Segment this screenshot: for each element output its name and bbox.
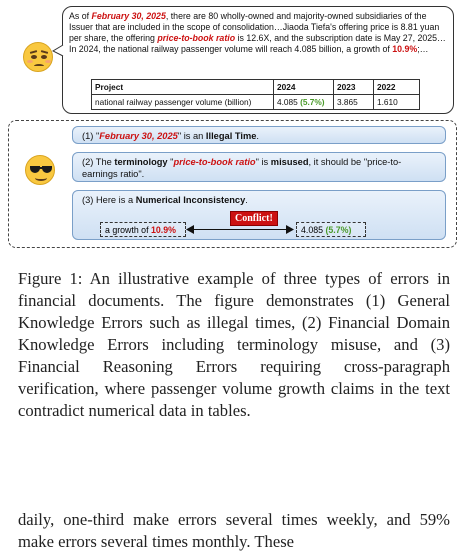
growth-claim: 10.9% — [392, 44, 418, 54]
numerical-inconsistency-bubble: (3) Here is a Numerical Inconsistency. — [72, 190, 446, 240]
table-cell: 1.610 — [374, 95, 420, 110]
sunglasses-face-icon — [25, 155, 55, 185]
text-growth-box: a growth of 10.9% — [100, 222, 186, 237]
conflict-label: Conflict! — [230, 211, 278, 226]
conflict-arrow — [190, 229, 290, 230]
misused-term: price-to-book ratio — [157, 33, 236, 43]
body-paragraph: daily, one-third make errors several times weekly, and 59% make errors several times monthly. These — [18, 510, 450, 551]
table-cell: national railway passenger volume (billion) — [92, 95, 274, 110]
table-cell: 3.865 — [334, 95, 374, 110]
bubble-tail — [52, 44, 66, 58]
table-header: 2023 — [334, 80, 374, 95]
table-cell: 4.085 (5.7%) — [274, 95, 334, 110]
passenger-volume-table — [91, 79, 420, 110]
figure-caption: Figure 1: An illustrative example of three types of errors in financial documents. The figure demonstrates (1) General Knowledge Errors such as illegal times, (2) Financial Domain Knowledge Errors including terminology misuse, and (3) Financial Reasoning Errors requiring cross-paragraph verification, where passenger volume growth claims in the text contradict numerical data in tables. — [18, 269, 450, 420]
illegal-date: February 30, 2025 — [91, 11, 166, 21]
arrow-right-icon — [286, 225, 294, 234]
table-header: 2022 — [374, 80, 420, 95]
table-header: Project — [92, 80, 274, 95]
document-excerpt-bubble — [62, 6, 454, 114]
illegal-time-bubble: (1) "February 30, 2025" is an Illegal Time. — [72, 126, 446, 144]
table-growth-box: 4.085 (5.7%) — [296, 222, 366, 237]
terminology-misuse-bubble: (2) The terminology "price-to-book ratio" is misused, it should be "price-to-earnings ratio". — [72, 152, 446, 182]
arrow-left-icon — [186, 225, 194, 234]
worried-face-icon — [23, 42, 53, 72]
table-header: 2024 — [274, 80, 334, 95]
document-excerpt-text: As of February 30, 2025, there are 80 wholly-owned and majority-owned subsidiaries of the Issuer that are included in the scope of consolidation…Jiaoda Tiefa's offering price is 8.81 yuan per share, the offering price-to-book ratio is 12.6X, and the subscription date is May 27, 2025… In 2024, the national railway passenger volume will reach 4.085 billion, a growth of 10.9%;… — [69, 11, 446, 54]
table-row — [92, 95, 420, 110]
